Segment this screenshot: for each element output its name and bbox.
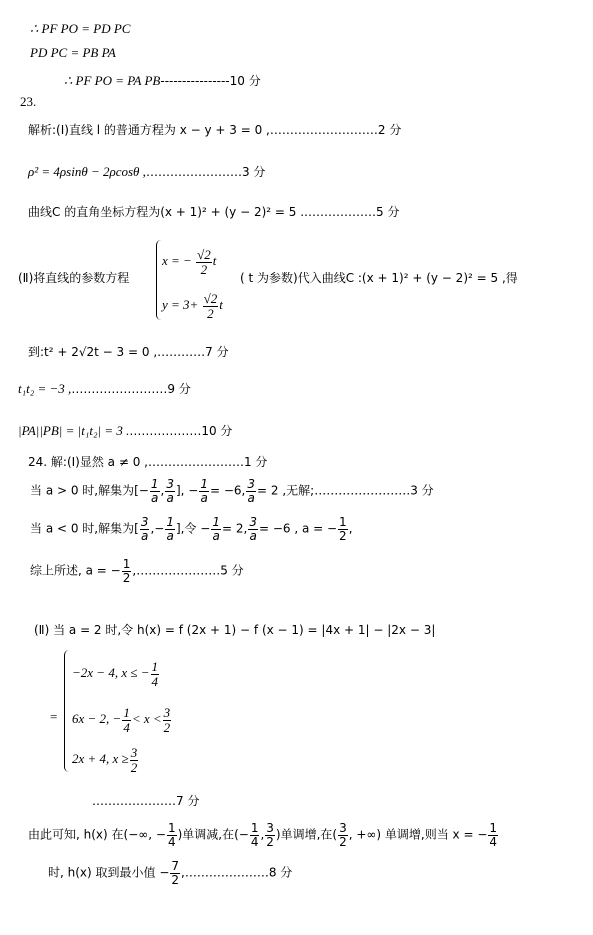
frac-num: 3 [166, 477, 174, 491]
q23-score-2: ………………………2 分 [269, 123, 402, 137]
frac-den: 2 [171, 872, 180, 887]
frac-num: 1 [250, 821, 259, 835]
q23-curve-eq: 曲线C 的直角坐标方程为(x + 1)² + (y − 2)² = 5 . [28, 205, 305, 219]
q24-monotonic-line: 由此可知, h(x) 在(−∞, − $\frac{1}{4}$ )单调减,在(− $\frac{1}{4}$ , $\frac{3}{2}$ )单调增,在( $\frac{3}{2}$ , +∞) 单调增,则当 x = − $\frac{1}{4}$ [28, 821, 498, 849]
frac-num: 7 [171, 859, 180, 873]
frac-num: 1 [200, 477, 208, 491]
frac-den: 4 [489, 834, 498, 849]
system-brace [156, 240, 161, 320]
piecewise-brace [64, 650, 69, 772]
proof-line-2: PD PC = PB PA [30, 45, 116, 60]
frac-num: 1 [339, 515, 347, 529]
case-2-text-a: 6x − 2, − [72, 711, 122, 727]
case-3-text: 2x + 4, x ≥ [72, 751, 129, 767]
param-t: t [212, 253, 217, 269]
frac-den: 2 [207, 305, 214, 321]
q24-line-4: 综上所述, a = − $\frac{1}{2}$ ,…………………5 分 [30, 557, 244, 585]
frac-num: 3 [247, 477, 255, 491]
piecewise-equals: = [50, 709, 58, 724]
fraction-sqrt2-over-2-b [203, 292, 219, 320]
case-1-text: −2x − 4, x ≤ − [72, 665, 150, 681]
proof-line-1: ∴ PF PO = PD PC [30, 21, 131, 36]
q23-polar-eq: ρ² = 4ρsinθ − 2ρcosθ , [28, 164, 146, 179]
param-eq-x [162, 248, 216, 276]
score-10: ----------------10 分 [160, 74, 261, 88]
frac-num: √2 [203, 291, 218, 306]
q23-score-9: ……………………9 分 [71, 382, 191, 396]
frac-num: 1 [489, 821, 498, 835]
frac-den: a [249, 528, 257, 543]
q24-score-3: ……………………3 分 [314, 483, 434, 498]
q23-part2-suffix: ( t 为参数)代入曲线C :(x + 1)² + (y − 2)² = 5 ,得 [240, 271, 518, 285]
q23-score-10: ………………10 分 [129, 424, 233, 438]
frac-num: 1 [212, 515, 220, 529]
q24-line-3-c: = 2, [221, 521, 248, 536]
q23-score-7: …………7 分 [157, 345, 229, 359]
q24-line-2: 当 a > 0 时,解集为[− $\frac{1}{a}$ , $\frac{3}{a}$ ], − $\frac{1}{a}$ = −6, $\frac{3}{a}$ = 2 ,无解;……………………3 分 [30, 477, 434, 505]
frac-den: a [212, 528, 220, 543]
frac-num: 1 [150, 477, 159, 491]
frac-den: 2 [130, 759, 138, 775]
frac-den: a [166, 528, 174, 543]
frac-num: √2 [197, 247, 211, 262]
frac-num: 3 [249, 515, 257, 529]
q23-line-3 [28, 206, 399, 218]
piecewise-case-1 [72, 660, 160, 688]
q24-line-2-d: = 2 ,无解; [257, 483, 315, 498]
frac-den: a [140, 528, 149, 543]
frac-den: 2 [339, 528, 347, 543]
frac-num: 1 [151, 659, 158, 674]
frac-den: a [151, 490, 159, 505]
q23-score-5: ………………5 分 [304, 205, 400, 219]
q24-line-3-a: 当 a < 0 时,解集为[ [30, 521, 139, 536]
q24-line-2-a: 当 a > 0 时,解集为[− [30, 483, 149, 498]
frac-num: 3 [130, 745, 138, 760]
q23-part2-prefix: (Ⅱ)将直线的参数方程 [18, 271, 130, 285]
frac-num: 1 [166, 515, 174, 529]
frac-num: 1 [167, 821, 176, 835]
piecewise-case-3 [72, 746, 139, 774]
frac-den: 2 [200, 261, 208, 277]
piecewise-case-2 [72, 706, 172, 734]
q24-conclusion: 综上所述, a = − [30, 563, 121, 578]
q23-line-6 [18, 382, 191, 395]
q24-minimum-line: 时, h(x) 取到最小值 − $\frac{7}{2}$ ,…………………8 分 [48, 859, 293, 887]
frac-den: 2 [266, 834, 274, 849]
proof-line-3-text: ∴ PF PO = PA PB [64, 73, 161, 88]
q24-score-1: ……………………1 分 [147, 455, 268, 469]
frac-den: a [166, 490, 174, 505]
param-t: t [219, 297, 223, 313]
q23-quadratic: 到:t² + 2√2t − 3 = 0 , [28, 345, 158, 359]
question-23-number: 23. [20, 94, 37, 109]
frac-num: 3 [339, 821, 347, 835]
q23-line-1 [28, 124, 401, 136]
frac-num: 3 [266, 821, 274, 835]
frac-num: 1 [122, 557, 131, 571]
frac-den: 4 [123, 719, 130, 735]
frac-den: 2 [339, 834, 347, 849]
q24-line-2-c: = −6, [209, 483, 246, 498]
q24-part2-line: (Ⅱ) 当 a = 2 时,令 h(x) = f (2x + 1) − f (x − 1) = |4x + 1| − |2x − 3| [34, 623, 436, 637]
q24-line-3-d: = −6 , a = − [258, 521, 338, 536]
param-eq-y-lhs: y = 3+ [162, 297, 199, 313]
mono-c: )单调增,在( [275, 827, 338, 842]
min-text: 时, h(x) 取到最小值 − [48, 865, 170, 880]
frac-den: a [247, 490, 255, 505]
q24-score-7: …………………7 分 [92, 794, 200, 808]
mono-d: , +∞) 单调增,则当 x = − [348, 827, 488, 842]
q23-line-1-text: 解析:(Ⅰ)直线 l 的普通方程为 x − y + 3 = 0 , [28, 123, 270, 137]
q23-score-3: ……………………3 分 [145, 165, 266, 179]
param-eq-y [162, 292, 223, 320]
frac-den: a [200, 490, 208, 505]
q24-score-8: …………………8 分 [184, 865, 293, 880]
mono-a: 由此可知, h(x) 在(−∞, − [28, 827, 166, 842]
q24-score-5: …………………5 分 [136, 563, 244, 578]
frac-num: 3 [140, 515, 149, 529]
q24-line-3: 当 a < 0 时,解集为[ $\frac{3}{a}$ ,− $\frac{1}{a}$ ],令 − $\frac{1}{a}$ = 2, $\frac{3}{a}$ = −6 , a = − $\frac{1}{2}$ , [30, 515, 353, 543]
param-eq-x-lhs: x = − [162, 253, 192, 269]
q24-title: 24. 解:(Ⅰ)显然 a ≠ 0 , [28, 455, 148, 469]
q24-line-1 [28, 456, 267, 468]
fraction-sqrt2-over-2 [196, 248, 212, 276]
q24-line-3-b: ],令 − [175, 521, 211, 536]
q23-line-5 [28, 346, 229, 358]
proof-line-3 [64, 74, 261, 87]
q24-line-2-b: ], − [175, 483, 199, 498]
frac-den: 2 [163, 719, 171, 735]
frac-num: 3 [163, 705, 171, 720]
frac-den: 4 [151, 673, 158, 689]
frac-den: 4 [250, 834, 259, 849]
case-2-text-b: < x < [131, 711, 162, 727]
q23-line-2 [28, 165, 265, 178]
q23-product: t₁t₂ = −3 , [18, 381, 72, 396]
frac-den: 4 [167, 834, 176, 849]
mono-b: )单调减,在(− [177, 827, 249, 842]
frac-den: 2 [122, 570, 131, 585]
q23-line-7 [18, 424, 232, 437]
q23-abs-result: |PA||PB| = |t₁t₂| = 3 . [18, 423, 130, 438]
frac-num: 1 [123, 705, 130, 720]
